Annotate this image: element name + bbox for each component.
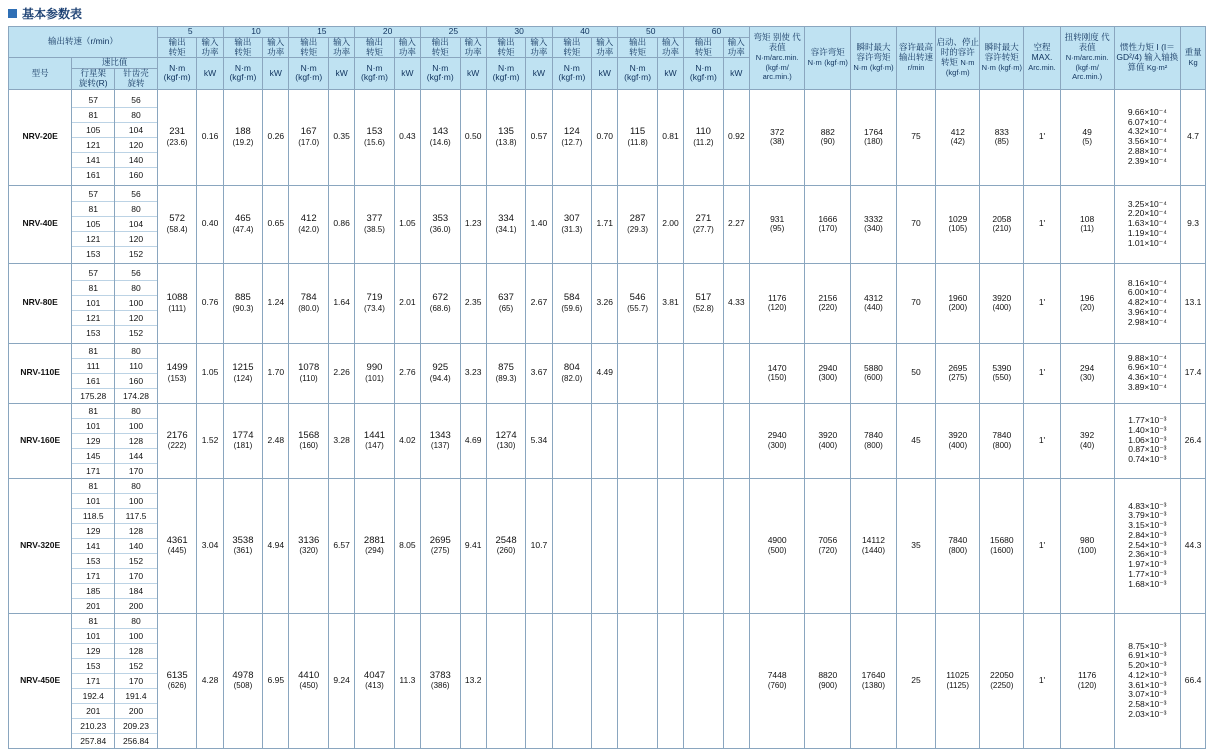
output-torque-6: 584 (59.6) [552,263,592,343]
ratio-carrier-cell: 57 81 105 121 153 [72,185,115,263]
ratio-housing-cell: 56 80 104 120 140 160 [115,89,158,185]
output-torque-1: 1774 (181) [223,403,263,478]
output-torque-1: 465 (47.4) [223,185,263,263]
output-torque-6: 804 (82.0) [552,343,592,403]
output-torque-8 [684,403,724,478]
header-unit-nm-5: N·m (kgf·m) [486,58,526,89]
output-torque-5: 2548 (260) [486,478,526,613]
header-speed-5: 5 [157,27,223,38]
header-output-torque-4: 输出 转矩 [420,37,460,58]
input-power-0: 0.40 [197,185,223,263]
peak-torque-cell: 5390 (550) [980,343,1024,403]
output-torque-0: 2176 (222) [157,403,197,478]
header-unit-kw-2: kW [328,58,354,89]
input-power-6: 4.49 [592,343,618,403]
output-torque-7: 546 (55.7) [618,263,658,343]
weight-cell: 17.4 [1181,343,1206,403]
output-torque-4: 353 (36.0) [420,185,460,263]
output-torque-1: 3538 (361) [223,478,263,613]
input-power-6: 1.71 [592,185,618,263]
output-torque-2: 167 (17.0) [289,89,329,185]
table-body [9,89,1206,748]
input-power-5: 3.67 [526,343,552,403]
table-row [9,403,1206,478]
weight-cell: 9.3 [1181,185,1206,263]
allowable-bending-cell: 882 (90) [805,89,851,185]
header-unit-nm-7: N·m (kgf·m) [618,58,658,89]
header-output-torque-1: 输出 转矩 [223,37,263,58]
backlash-cell: 1' [1024,613,1060,748]
backlash-cell: 1' [1024,89,1060,185]
header-output-torque-6: 输出 转矩 [552,37,592,58]
backlash-cell: 1' [1024,185,1060,263]
output-torque-0: 572 (58.4) [157,185,197,263]
table-header [9,27,1206,90]
peak-torque-cell: 7840 (800) [980,403,1024,478]
header-inertia: 惯性力矩 I (I＝GD²/4) 输入轴换算值 Kg·m² [1114,27,1181,90]
input-power-4: 3.23 [460,343,486,403]
weight-cell: 13.1 [1181,263,1206,343]
header-input-power-5: 输入 功率 [526,37,552,58]
input-power-7 [657,403,683,478]
inertia-cell: 4.83×10⁻³ 3.79×10⁻³ 3.15×10⁻³ 2.84×10⁻³ 2.54×10⁻³ 2.36×10⁻³ 1.97×10⁻³ 1.77×10⁻³ 1.68×10⁻³ [1114,478,1181,613]
ratio-housing-cell: 56 80 104 120 152 [115,185,158,263]
output-torque-0: 1499 (153) [157,343,197,403]
table-row [9,343,1206,403]
bending-representative-cell: 7448 (760) [749,613,805,748]
header-peak-torque: 瞬时最大 容许转矩 N·m (kgf·m) [980,27,1024,90]
input-power-4: 1.23 [460,185,486,263]
input-power-8 [723,343,749,403]
input-power-3: 4.02 [394,403,420,478]
model-cell: NRV-20E [9,89,72,185]
inertia-cell: 1.77×10⁻³ 1.40×10⁻³ 1.06×10⁻³ 0.87×10⁻³ 0.74×10⁻³ [1114,403,1181,478]
page-title-text: 基本参数表 [22,7,83,21]
torsional-stiffness-cell: 294 (30) [1060,343,1114,403]
header-output-torque-7: 输出 转矩 [618,37,658,58]
peak-bending-cell: 4312 (440) [851,263,897,343]
weight-cell: 66.4 [1181,613,1206,748]
output-torque-8 [684,613,724,748]
peak-bending-cell: 17640 (1380) [851,613,897,748]
allowable-bending-cell: 8820 (900) [805,613,851,748]
output-torque-0: 1088 (111) [157,263,197,343]
max-output-speed-cell: 70 [896,263,935,343]
output-torque-6 [552,478,592,613]
input-power-1: 1.24 [263,263,289,343]
input-power-8: 0.92 [723,89,749,185]
ratio-carrier-cell: 81 111 161 175.28 [72,343,115,403]
page-title [0,0,1206,26]
output-torque-8 [684,478,724,613]
start-stop-torque-cell: 7840 (800) [936,478,980,613]
header-speed-50: 50 [618,27,684,38]
ratio-carrier-cell: 57 81 105 121 141 161 [72,89,115,185]
header-unit-nm-3: N·m (kgf·m) [355,58,395,89]
output-torque-1: 1215 (124) [223,343,263,403]
input-power-7: 3.81 [657,263,683,343]
start-stop-torque-cell: 1960 (200) [936,263,980,343]
peak-torque-cell: 3920 (400) [980,263,1024,343]
input-power-7 [657,478,683,613]
output-torque-1: 885 (90.3) [223,263,263,343]
header-weight: 重量 Kg [1181,27,1206,90]
torsional-stiffness-cell: 196 (20) [1060,263,1114,343]
input-power-6 [592,613,618,748]
torsional-stiffness-cell: 1176 (120) [1060,613,1114,748]
header-ratio-carrier: 行星架 旋转(R) [72,69,115,90]
header-torsional-stiffness: 扭转刚度 代表值 N·m/arc.min. (kgf·m/ Arc.min.) [1060,27,1114,90]
output-torque-4: 143 (14.6) [420,89,460,185]
output-torque-7: 287 (29.3) [618,185,658,263]
header-input-power-6: 输入 功率 [592,37,618,58]
torsional-stiffness-cell: 49 (5) [1060,89,1114,185]
input-power-1: 0.65 [263,185,289,263]
torsional-stiffness-cell: 108 (11) [1060,185,1114,263]
input-power-1: 6.95 [263,613,289,748]
input-power-5: 1.40 [526,185,552,263]
header-unit-nm-2: N·m (kgf·m) [289,58,329,89]
input-power-7: 2.00 [657,185,683,263]
output-torque-3: 4047 (413) [355,613,395,748]
header-unit-kw-4: kW [460,58,486,89]
weight-cell: 4.7 [1181,89,1206,185]
inertia-cell: 8.16×10⁻⁴ 6.00×10⁻⁴ 4.82×10⁻⁴ 3.96×10⁻⁴ 2.98×10⁻⁴ [1114,263,1181,343]
header-speed-15: 15 [289,27,355,38]
input-power-8 [723,613,749,748]
header-peak-bending: 瞬时最大 容许弯矩 N·m (kgf·m) [851,27,897,90]
output-torque-5: 637 (65) [486,263,526,343]
input-power-0: 1.05 [197,343,223,403]
header-speed-60: 60 [684,27,750,38]
output-torque-7 [618,613,658,748]
start-stop-torque-cell: 2695 (275) [936,343,980,403]
output-torque-3: 2881 (294) [355,478,395,613]
header-output-torque-0: 输出 转矩 [157,37,197,58]
input-power-3: 2.01 [394,263,420,343]
model-cell: NRV-320E [9,478,72,613]
header-unit-kw-1: kW [263,58,289,89]
ratio-housing-cell: 80 100 117.5 128 140 152 170 184 200 [115,478,158,613]
start-stop-torque-cell: 11025 (1125) [936,613,980,748]
header-output-speed: 输出转速（r/min） [9,27,158,58]
output-torque-4: 672 (68.6) [420,263,460,343]
peak-bending-cell: 1764 (180) [851,89,897,185]
input-power-2: 0.35 [328,89,354,185]
input-power-7 [657,613,683,748]
output-torque-3: 719 (73.4) [355,263,395,343]
output-torque-4: 2695 (275) [420,478,460,613]
output-torque-2: 4410 (450) [289,613,329,748]
model-cell: NRV-40E [9,185,72,263]
table-row [9,478,1206,613]
input-power-6: 3.26 [592,263,618,343]
backlash-cell: 1' [1024,263,1060,343]
max-output-speed-cell: 50 [896,343,935,403]
input-power-3: 2.76 [394,343,420,403]
header-input-power-1: 输入 功率 [263,37,289,58]
header-unit-kw-7: kW [657,58,683,89]
header-unit-kw-8: kW [723,58,749,89]
ratio-housing-cell: 80 100 128 152 170 191.4 200 209.23 256.84 [115,613,158,748]
input-power-1: 4.94 [263,478,289,613]
model-cell: NRV-110E [9,343,72,403]
input-power-4: 13.2 [460,613,486,748]
model-cell: NRV-450E [9,613,72,748]
header-speed-40: 40 [552,27,618,38]
bending-representative-cell: 1176 (120) [749,263,805,343]
start-stop-torque-cell: 1029 (105) [936,185,980,263]
header-speed-30: 30 [486,27,552,38]
peak-bending-cell: 5880 (600) [851,343,897,403]
header-unit-nm-4: N·m (kgf·m) [420,58,460,89]
max-output-speed-cell: 75 [896,89,935,185]
header-speed-20: 20 [355,27,421,38]
torsional-stiffness-cell: 980 (100) [1060,478,1114,613]
output-torque-6 [552,613,592,748]
input-power-5: 5.34 [526,403,552,478]
header-input-power-7: 输入 功率 [657,37,683,58]
bending-representative-cell: 931 (95) [749,185,805,263]
header-unit-nm-1: N·m (kgf·m) [223,58,263,89]
output-torque-2: 3136 (320) [289,478,329,613]
input-power-5: 10.7 [526,478,552,613]
output-torque-7 [618,478,658,613]
header-backlash: 空程 MAX. Arc.min. [1024,27,1060,90]
input-power-8 [723,478,749,613]
output-torque-8 [684,343,724,403]
ratio-carrier-cell: 81 101 129 153 171 192.4 201 210.23 257.84 [72,613,115,748]
peak-torque-cell: 22050 (2250) [980,613,1024,748]
output-torque-6: 307 (31.3) [552,185,592,263]
ratio-housing-cell: 56 80 100 120 152 [115,263,158,343]
input-power-7: 0.81 [657,89,683,185]
output-torque-0: 231 (23.6) [157,89,197,185]
header-input-power-2: 输入 功率 [328,37,354,58]
header-bending-representative: 弯矩 别使 代表值 N·m/arc.min. (kgf·m/ arc.min.) [749,27,805,90]
max-output-speed-cell: 45 [896,403,935,478]
input-power-8 [723,403,749,478]
header-output-torque-5: 输出 转矩 [486,37,526,58]
header-input-power-0: 输入 功率 [197,37,223,58]
title-bullet-icon [8,9,17,18]
output-torque-7: 115 (11.8) [618,89,658,185]
header-unit-nm-6: N·m (kgf·m) [552,58,592,89]
max-output-speed-cell: 35 [896,478,935,613]
ratio-housing-cell: 80 110 160 174.28 [115,343,158,403]
output-torque-1: 188 (19.2) [223,89,263,185]
output-torque-3: 153 (15.6) [355,89,395,185]
output-torque-5: 334 (34.1) [486,185,526,263]
input-power-2: 0.86 [328,185,354,263]
start-stop-torque-cell: 3920 (400) [936,403,980,478]
output-torque-3: 990 (101) [355,343,395,403]
input-power-0: 0.16 [197,89,223,185]
header-start-stop-torque: 启动、停止 时的容许 转矩 N·m (kgf·m) [936,27,980,90]
inertia-cell: 3.25×10⁻⁴ 2.20×10⁻⁴ 1.63×10⁻⁴ 1.19×10⁻⁴ 1.01×10⁻⁴ [1114,185,1181,263]
output-torque-8: 517 (52.8) [684,263,724,343]
input-power-2: 2.26 [328,343,354,403]
header-input-power-4: 输入 功率 [460,37,486,58]
output-torque-3: 1441 (147) [355,403,395,478]
input-power-4: 0.50 [460,89,486,185]
header-input-power-3: 输入 功率 [394,37,420,58]
header-input-power-8: 输入 功率 [723,37,749,58]
start-stop-torque-cell: 412 (42) [936,89,980,185]
input-power-4: 9.41 [460,478,486,613]
header-model: 型号 [9,58,72,89]
table-row [9,185,1206,263]
peak-bending-cell: 7840 (800) [851,403,897,478]
output-torque-4: 1343 (137) [420,403,460,478]
allowable-bending-cell: 2156 (220) [805,263,851,343]
table-row [9,263,1206,343]
input-power-5: 0.57 [526,89,552,185]
output-torque-5: 875 (89.3) [486,343,526,403]
output-torque-5 [486,613,526,748]
output-torque-8: 110 (11.2) [684,89,724,185]
inertia-cell: 9.66×10⁻⁴ 6.07×10⁻⁴ 4.32×10⁻⁴ 3.56×10⁻⁴ 2.88×10⁻⁴ 2.39×10⁻⁴ [1114,89,1181,185]
header-max-output-speed: 容许最高 输出转速 r/min [896,27,935,90]
input-power-0: 4.28 [197,613,223,748]
input-power-8: 4.33 [723,263,749,343]
peak-bending-cell: 3332 (340) [851,185,897,263]
output-torque-4: 3783 (386) [420,613,460,748]
header-output-torque-2: 输出 转矩 [289,37,329,58]
input-power-6 [592,403,618,478]
backlash-cell: 1' [1024,343,1060,403]
input-power-2: 6.57 [328,478,354,613]
header-ratio: 速比值 [72,58,157,69]
output-torque-6 [552,403,592,478]
header-ratio-housing: 针齿壳 旋转 [115,69,158,90]
inertia-cell: 8.75×10⁻³ 6.91×10⁻³ 5.20×10⁻³ 4.12×10⁻³ 3.61×10⁻³ 3.07×10⁻³ 2.58×10⁻³ 2.03×10⁻³ [1114,613,1181,748]
table-row [9,613,1206,748]
torsional-stiffness-cell: 392 (40) [1060,403,1114,478]
backlash-cell: 1' [1024,403,1060,478]
input-power-4: 4.69 [460,403,486,478]
output-torque-3: 377 (38.5) [355,185,395,263]
allowable-bending-cell: 2940 (300) [805,343,851,403]
input-power-0: 0.76 [197,263,223,343]
header-unit-kw-0: kW [197,58,223,89]
header-unit-nm-8: N·m (kgf·m) [684,58,724,89]
spec-table [8,26,1206,749]
input-power-4: 2.35 [460,263,486,343]
ratio-carrier-cell: 57 81 101 121 153 [72,263,115,343]
output-torque-0: 6135 (626) [157,613,197,748]
output-torque-2: 784 (80.0) [289,263,329,343]
max-output-speed-cell: 25 [896,613,935,748]
backlash-cell: 1' [1024,478,1060,613]
output-torque-6: 124 (12.7) [552,89,592,185]
model-cell: NRV-160E [9,403,72,478]
input-power-7 [657,343,683,403]
output-torque-5: 1274 (130) [486,403,526,478]
input-power-1: 1.70 [263,343,289,403]
table-row [9,89,1206,185]
output-torque-8: 271 (27.7) [684,185,724,263]
ratio-carrier-cell: 81 101 129 145 171 [72,403,115,478]
input-power-5: 2.67 [526,263,552,343]
weight-cell: 26.4 [1181,403,1206,478]
input-power-0: 3.04 [197,478,223,613]
output-torque-0: 4361 (445) [157,478,197,613]
bending-representative-cell: 372 (38) [749,89,805,185]
input-power-2: 1.64 [328,263,354,343]
output-torque-2: 412 (42.0) [289,185,329,263]
input-power-3: 8.05 [394,478,420,613]
header-speed-10: 10 [223,27,289,38]
input-power-5 [526,613,552,748]
output-torque-7 [618,403,658,478]
input-power-3: 11.3 [394,613,420,748]
input-power-1: 0.26 [263,89,289,185]
ratio-housing-cell: 80 100 128 144 170 [115,403,158,478]
input-power-0: 1.52 [197,403,223,478]
peak-torque-cell: 2058 (210) [980,185,1024,263]
header-allowable-bending: 容许弯矩 N·m (kgf·m) [805,27,851,90]
output-torque-2: 1568 (160) [289,403,329,478]
output-torque-7 [618,343,658,403]
peak-torque-cell: 833 (85) [980,89,1024,185]
bending-representative-cell: 4900 (500) [749,478,805,613]
header-unit-kw-5: kW [526,58,552,89]
bending-representative-cell: 1470 (150) [749,343,805,403]
input-power-2: 9.24 [328,613,354,748]
model-cell: NRV-80E [9,263,72,343]
allowable-bending-cell: 7056 (720) [805,478,851,613]
ratio-carrier-cell: 81 101 118.5 129 141 153 171 185 201 [72,478,115,613]
input-power-6: 0.70 [592,89,618,185]
peak-torque-cell: 15680 (1600) [980,478,1024,613]
bending-representative-cell: 2940 (300) [749,403,805,478]
peak-bending-cell: 14112 (1440) [851,478,897,613]
input-power-2: 3.28 [328,403,354,478]
input-power-3: 1.05 [394,185,420,263]
weight-cell: 44.3 [1181,478,1206,613]
allowable-bending-cell: 3920 (400) [805,403,851,478]
output-torque-1: 4978 (508) [223,613,263,748]
input-power-6 [592,478,618,613]
inertia-cell: 9.88×10⁻⁴ 6.96×10⁻⁴ 4.36×10⁻⁴ 3.89×10⁻⁴ [1114,343,1181,403]
output-torque-4: 925 (94.4) [420,343,460,403]
max-output-speed-cell: 70 [896,185,935,263]
input-power-8: 2.27 [723,185,749,263]
allowable-bending-cell: 1666 (170) [805,185,851,263]
input-power-1: 2.48 [263,403,289,478]
header-unit-nm-0: N·m (kgf·m) [157,58,197,89]
header-output-torque-3: 输出 转矩 [355,37,395,58]
output-torque-5: 135 (13.8) [486,89,526,185]
header-speed-25: 25 [420,27,486,38]
header-output-torque-8: 输出 转矩 [684,37,724,58]
header-unit-kw-3: kW [394,58,420,89]
output-torque-2: 1078 (110) [289,343,329,403]
input-power-3: 0.43 [394,89,420,185]
header-unit-kw-6: kW [592,58,618,89]
